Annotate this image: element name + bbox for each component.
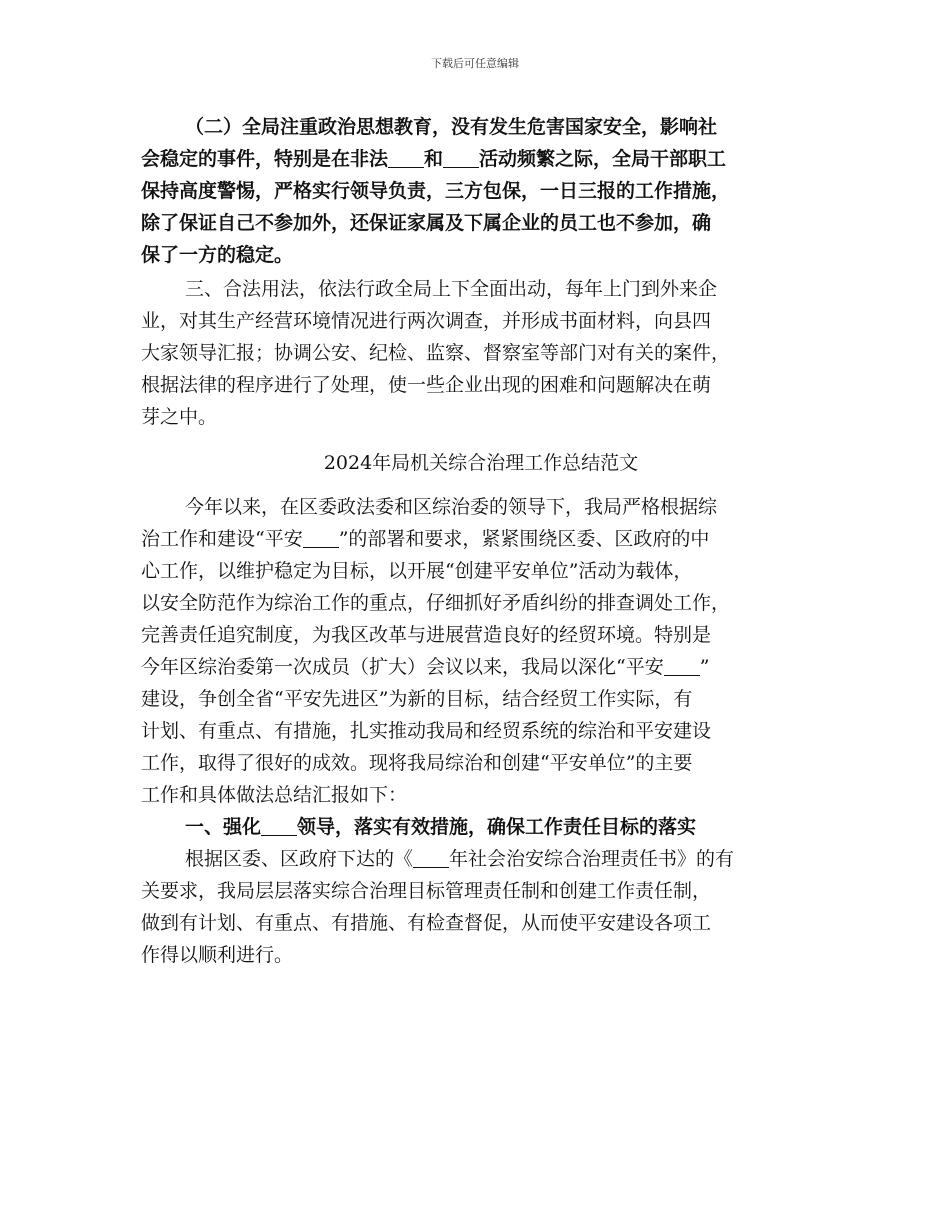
document-title: 2024年局机关综合治理工作总结范文 (323, 452, 639, 474)
text-line: 根据法律的程序进行了处理，使一些企业出现的困难和问题解决在萌 (141, 374, 712, 396)
text-line: 关要求，我局层层落实综合治理目标管理责任制和创建工作责任制， (141, 880, 712, 902)
text-line: 三、合法用法，依法行政全局上下全面出动，每年上门到外来企 (185, 278, 718, 300)
header-note: 下载后可任意编辑 (431, 57, 519, 70)
text-line: （二）全局注重政治思想教育，没有发生危害国家安全，影响社 (185, 116, 718, 138)
text-line: 计划、有重点、有措施，扎实推动我局和经贸系统的综治和平安建设 (141, 720, 712, 742)
text-line: 工作和具体做法总结汇报如下： (141, 784, 408, 806)
text-line: 工作，取得了很好的成效。现将我局综治和创建“平安单位”的主要 (141, 752, 693, 774)
text-line: 除了保证自己不参加外，还保证家属及下属企业的员工也不参加，确 (141, 212, 712, 234)
text-run: 治工作和建设“平安 (141, 528, 303, 550)
text-line: 心工作，以维护稳定为目标，以开展“创建平安单位”活动为载体， (141, 560, 693, 582)
paragraph-political-education (141, 111, 821, 271)
text-run: 年社会治安综合治理责任书》的有 (449, 848, 735, 870)
text-run: 一、强化 (185, 816, 262, 838)
paragraph-lawful-administration (141, 273, 821, 433)
text-line: 做到有计划、有重点、有措施、有检查督促，从而使平安建设各项工 (141, 912, 712, 934)
text-line: 保了一方的稳定。 (141, 244, 294, 266)
blank-underline (388, 147, 424, 168)
section-heading (141, 811, 821, 843)
text-line: 建设，争创全省“平安先进区”为新的目标，结合经贸工作实际，有 (141, 688, 693, 710)
text-run: 会稳定的事件，特别是在非法 (141, 148, 389, 170)
text-line (141, 843, 821, 875)
paragraph-responsibility (141, 843, 821, 971)
blank-underline (303, 527, 339, 548)
text-line (141, 523, 821, 555)
text-line: 业，对其生产经营环境情况进行两次调查，并形成书面材料，向县四 (141, 310, 712, 332)
text-run: ” (699, 656, 710, 678)
blank-underline (261, 815, 297, 836)
text-run: ”的部署和要求，紧紧围绕区委、区政府的中 (338, 528, 710, 550)
blank-underline (664, 655, 700, 676)
text-line (141, 651, 821, 683)
text-run: 领导，落实有效措施，确保工作责任目标的落实 (297, 816, 697, 838)
text-line: 芽之中。 (141, 406, 218, 428)
text-line: 大家领导汇报；协调公安、纪检、监察、督察室等部门对有关的案件， (141, 342, 731, 364)
text-line: 完善责任追究制度，为我区改革与进展营造良好的经贸环境。特别是 (141, 624, 712, 646)
text-line: 作得以顺利进行。 (141, 944, 294, 966)
blank-underline (413, 847, 449, 868)
text-line: 今年以来，在区委政法委和区综治委的领导下，我局严格根据综 (185, 496, 718, 518)
paragraph-introduction (141, 491, 821, 811)
text-line: 保持高度警惕，严格实行领导负责，三方包保，一日三报的工作措施， (141, 180, 731, 202)
text-run: 和 (424, 148, 444, 170)
blank-underline (443, 147, 479, 168)
text-run: 今年区综治委第一次成员（扩大）会议以来，我局以深化“平安 (141, 656, 664, 678)
text-run: 活动频繁之际，全局干部职工 (479, 148, 727, 170)
document-body (141, 111, 821, 971)
text-line (141, 143, 821, 175)
text-line: 以安全防范作为综治工作的重点，仔细抓好矛盾纠纷的排查调处工作， (141, 592, 731, 614)
text-run: 根据区委、区政府下达的《 (185, 848, 414, 870)
